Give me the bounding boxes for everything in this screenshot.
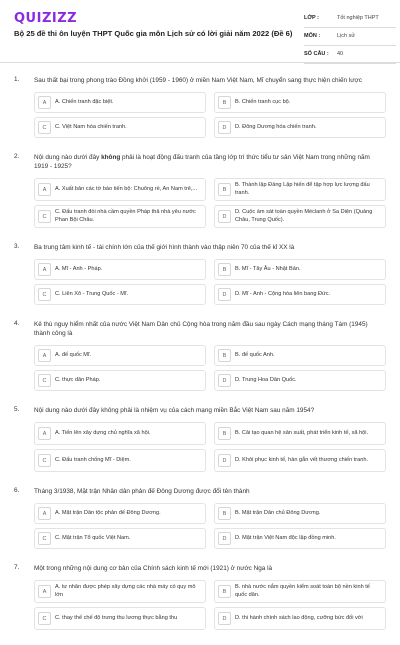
meta-value: 40 — [337, 51, 344, 57]
question-number: 4. — [14, 320, 20, 327]
option-text: A. Mặt trận Dân tộc phản đế Đông Dương. — [55, 509, 161, 516]
answer-option-d[interactable] — [214, 528, 386, 549]
question-number: 6. — [14, 487, 20, 494]
question-text: Kẻ thù nguy hiểm nhất của nước Việt Nam Dân chủ Cộng hòa trong năm đầu sau ngày Cách mạng tháng Tám (1945) thành công là — [34, 321, 368, 337]
question-text: Một trong những nội dung cơ bản của Chính sách kinh tế mới (1921) ở nước Nga là — [34, 565, 273, 572]
answer-options — [34, 345, 386, 395]
answer-option-a[interactable] — [34, 345, 206, 366]
answer-option-b[interactable] — [214, 345, 386, 366]
option-text: B. Mặt trận Dân chủ Đông Dương. — [235, 509, 321, 516]
option-text: B. Chiến tranh cục bộ. — [235, 98, 291, 105]
answer-option-c[interactable] — [34, 284, 206, 305]
option-letter-badge: A — [38, 263, 51, 276]
answer-option-d[interactable] — [214, 607, 386, 630]
option-letter-badge: C — [38, 210, 51, 223]
answer-option-d[interactable] — [214, 205, 386, 228]
option-letter-badge: D — [218, 121, 231, 134]
option-letter-badge: A — [38, 349, 51, 362]
option-letter-badge: C — [38, 532, 51, 545]
option-text: A. tư nhân được phép xây dựng các nhà máy có quy mô lớn — [55, 583, 196, 598]
answer-options — [34, 422, 386, 476]
question-7 — [0, 564, 400, 634]
option-letter-badge: D — [218, 210, 231, 223]
option-letter-badge: A — [38, 96, 51, 109]
answer-option-a[interactable] — [34, 92, 206, 113]
option-letter-badge: C — [38, 121, 51, 134]
answer-option-c[interactable] — [34, 607, 206, 630]
option-letter-badge: C — [38, 612, 51, 625]
answer-options — [34, 503, 386, 553]
meta-label: MÔN : — [304, 33, 321, 39]
option-letter-badge: B — [218, 183, 231, 196]
option-text: C. Đấu tranh đòi nhà cầm quyền Pháp thả nhà yêu nước Phan Bội Châu. — [55, 208, 196, 223]
answer-option-d[interactable] — [214, 117, 386, 138]
question-text-part: Nội dung nào dưới đây — [34, 154, 102, 161]
question-3 — [0, 243, 400, 309]
option-letter-badge: B — [218, 263, 231, 276]
option-letter-badge: B — [218, 507, 231, 520]
answer-option-c[interactable] — [34, 528, 206, 549]
option-text: A. Tiến lên xây dựng chủ nghĩa xã hội. — [55, 429, 151, 436]
option-letter-badge: B — [218, 427, 231, 440]
option-letter-badge: B — [218, 96, 231, 109]
question-list — [0, 76, 400, 645]
option-letter-badge: D — [218, 454, 231, 467]
option-text: A. Xuất bản các tờ báo tiến bộ: Chuông rè, An Nam trẻ,... — [55, 185, 198, 192]
option-letter-badge: D — [218, 288, 231, 301]
question-number: 5. — [14, 406, 20, 413]
answer-options — [34, 259, 386, 309]
option-text: C. Mặt trận Tổ quốc Việt Nam. — [55, 534, 131, 541]
meta-value: Lịch sử — [337, 33, 356, 39]
option-letter-badge: C — [38, 454, 51, 467]
answer-option-b[interactable] — [214, 503, 386, 524]
option-text: D. Mặt trận Việt Nam độc lập đồng minh. — [235, 534, 336, 541]
question-text — [34, 153, 384, 171]
worksheet-header — [0, 0, 400, 63]
answer-option-a[interactable] — [34, 259, 206, 280]
question-5 — [0, 406, 400, 476]
option-text: A. đế quốc Mĩ. — [55, 351, 92, 358]
answer-option-d[interactable] — [214, 449, 386, 472]
answer-option-b[interactable] — [214, 259, 386, 280]
question-number: 7. — [14, 564, 20, 571]
answer-option-d[interactable] — [214, 284, 386, 305]
answer-option-c[interactable] — [34, 205, 206, 228]
question-text: Sau thất bại trong phong trào Đồng khởi (1959 - 1960) ở miền Nam Việt Nam, Mĩ chuyển sang thực hiện chiến lược — [34, 77, 362, 84]
question-1 — [0, 76, 400, 142]
option-text: C. Đấu tranh chống Mĩ - Diệm. — [55, 456, 131, 463]
quizizz-logo: QUIZIZZ — [14, 11, 78, 26]
meta-label: LỚP : — [304, 15, 319, 21]
answer-option-c[interactable] — [34, 370, 206, 391]
option-text: D. Mĩ - Anh - Cộng hòa liên bang Đức. — [235, 290, 331, 297]
page-title: Bộ 25 đề thi ôn luyện THPT Quốc gia môn Lịch sử có lời giải năm 2022 (Đề 6) — [14, 29, 293, 38]
option-text: C. Liên Xô - Trung Quốc - Mĩ. — [55, 290, 129, 297]
option-text: B. Mĩ - Tây Âu - Nhật Bản. — [235, 265, 301, 272]
answer-options — [34, 178, 386, 232]
option-text: A. Mĩ - Anh - Pháp. — [55, 265, 103, 272]
option-text: B. đế quốc Anh. — [235, 351, 275, 358]
option-letter-badge: B — [218, 585, 231, 598]
answer-option-a[interactable] — [34, 503, 206, 524]
option-letter-badge: D — [218, 374, 231, 387]
option-letter-badge: B — [218, 349, 231, 362]
meta-row-subject — [304, 31, 396, 46]
answer-options — [34, 92, 386, 142]
question-6 — [0, 487, 400, 553]
option-letter-badge: A — [38, 585, 51, 598]
option-letter-badge: A — [38, 427, 51, 440]
question-text: Ba trung tâm kinh tế - tài chính lớn của thế giới hình thành vào thập niên 70 của thế kỉ XX là — [34, 244, 295, 251]
answer-option-c[interactable] — [34, 117, 206, 138]
answer-option-b[interactable] — [214, 92, 386, 113]
option-text: B. nhà nước nắm quyền kiểm soát toàn bộ nền kinh tế quốc dân. — [235, 583, 370, 598]
question-emphasis: không — [101, 154, 121, 161]
answer-option-c[interactable] — [34, 449, 206, 472]
option-text: D. Đông Dương hóa chiến tranh. — [235, 123, 317, 130]
meta-row-class — [304, 13, 396, 28]
worksheet-meta — [304, 13, 396, 67]
question-text: Nội dung nào dưới đây không phải là nhiệm vụ của cách mạng miền Bắc Việt Nam sau năm 1954? — [34, 407, 315, 414]
option-text: B. Thành lập Đảng Lập hiến để tập hợp lực lượng đấu tranh. — [235, 181, 370, 196]
option-text: C. Việt Nam hóa chiến tranh. — [55, 123, 127, 130]
answer-option-b[interactable] — [214, 178, 386, 201]
question-text-part: phải là hoạt động đấu tranh của tầng lớp trí thức tiểu tư sản Việt Nam trong những năm 1919 - 1925? — [34, 154, 370, 170]
answer-option-a[interactable] — [34, 422, 206, 445]
option-text: C. thay thế chế độ trưng thu lương thực bằng thu — [55, 614, 178, 621]
answer-option-d[interactable] — [214, 370, 386, 391]
option-letter-badge: C — [38, 288, 51, 301]
option-letter-badge: A — [38, 507, 51, 520]
question-text: Tháng 3/1938, Mặt trận Nhân dân phản đế Đông Dương được đổi tên thành — [34, 488, 250, 495]
option-letter-badge: A — [38, 183, 51, 196]
question-number: 1. — [14, 76, 20, 83]
question-number: 2. — [14, 153, 20, 160]
option-text: D. Cuộc ám sát toàn quyền Méclanh ở Sa Diện (Quảng Châu, Trung Quốc). — [235, 208, 373, 223]
question-number: 3. — [14, 243, 20, 250]
meta-value: Tốt nghiệp THPT — [337, 15, 379, 21]
answer-options — [34, 580, 386, 634]
question-2 — [0, 153, 400, 232]
option-letter-badge: D — [218, 532, 231, 545]
meta-label: SỐ CÂU : — [304, 51, 329, 57]
option-letter-badge: C — [38, 374, 51, 387]
option-text: D. Trung Hoa Dân Quốc. — [235, 376, 297, 383]
answer-option-b[interactable] — [214, 422, 386, 445]
option-text: D. Khôi phục kinh tế, hàn gắn vết thương chiến tranh. — [235, 456, 369, 463]
question-4 — [0, 320, 400, 395]
option-letter-badge: D — [218, 612, 231, 625]
option-text: D. thi hành chính sách lao động, cưỡng bức đối với — [235, 614, 363, 621]
meta-row-count — [304, 49, 396, 64]
option-text: B. Cải tạo quan hệ sản xuất, phát triển kinh tế, xã hội. — [235, 429, 369, 436]
answer-option-a[interactable] — [34, 178, 206, 201]
option-text: C. thực dân Pháp. — [55, 376, 101, 383]
option-text: A. Chiến tranh đặc biệt. — [55, 98, 114, 105]
